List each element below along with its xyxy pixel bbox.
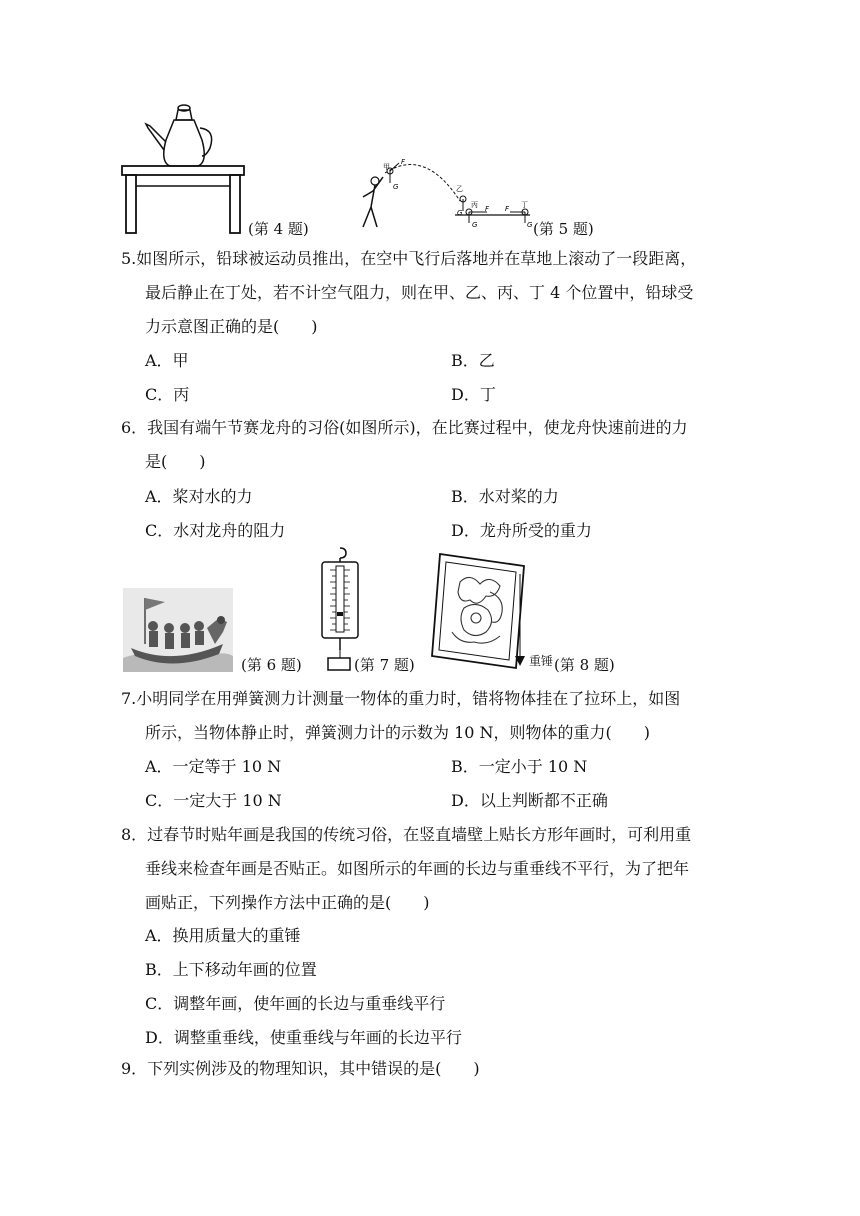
question-6-line-2: 是( ) (145, 452, 206, 471)
question-7-line-1: 7.小明同学在用弹簧测力计测量一物体的重力时，错将物体挂在了拉环上，如图 (121, 689, 681, 708)
figure-5-caption: (第 5 题) (533, 220, 594, 238)
question-5 (121, 242, 741, 344)
question-8-line-1: 8．过春节时贴年画是我国的传统习俗，在竖直墙壁上贴长方形年画时，可利用重 (121, 825, 692, 844)
label-ding: 丁 (521, 201, 528, 209)
question-8-line-3: 画贴正，下列操作方法中正确的是( ) (145, 893, 430, 912)
shot-put-trajectory-figure (345, 155, 535, 235)
label-g2: G (457, 209, 463, 217)
new-year-picture-figure (430, 552, 528, 670)
label-g4: G (527, 221, 533, 229)
question-7-option-d[interactable]: D．以上判断都不正确 (451, 791, 608, 810)
question-9 (121, 1052, 741, 1086)
question-6-option-b[interactable]: B．水对桨的力 (451, 487, 559, 506)
label-yi: 乙 (456, 185, 463, 193)
dragon-boat-figure (123, 588, 233, 672)
question-8-option-a[interactable]: A．换用质量大的重锤 (145, 926, 301, 945)
question-7 (121, 682, 741, 750)
label-bing: 丙 (471, 201, 478, 209)
question-6-line-1: 6．我国有端午节赛龙舟的习俗(如图所示)，在比赛过程中，使龙舟快速前进的力 (121, 418, 688, 437)
question-5-option-c[interactable]: C．丙 (145, 385, 190, 404)
label-f2: F (485, 205, 490, 213)
question-5-line-3: 力示意图正确的是( ) (145, 317, 318, 336)
question-5-option-b[interactable]: B．乙 (451, 351, 495, 370)
question-6-option-c[interactable]: C．水对龙舟的阻力 (145, 521, 286, 540)
question-8-option-c[interactable]: C．调整年画，使年画的长边与重垂线平行 (145, 994, 446, 1013)
question-6-option-d[interactable]: D．龙舟所受的重力 (451, 521, 592, 540)
question-7-option-b[interactable]: B．一定小于 10 N (451, 757, 588, 776)
figure-6-caption: (第 6 题) (241, 656, 302, 674)
kettle-on-table-figure (118, 100, 248, 235)
label-f1: F (401, 158, 406, 166)
question-7-option-a[interactable]: A．一定等于 10 N (145, 757, 282, 776)
question-8-line-2: 垂线来检查年画是否贴正。如图所示的年画的长边与重垂线不平行，为了把年 (145, 859, 690, 878)
figure-8-caption: (第 8 题) (554, 656, 615, 674)
question-8 (121, 818, 741, 920)
question-9-line-1: 9．下列实例涉及的物理知识，其中错误的是( ) (121, 1059, 480, 1078)
label-jia: 甲 (383, 163, 390, 171)
question-5-option-a[interactable]: A．甲 (145, 351, 189, 370)
question-8-option-b[interactable]: B．上下移动年画的位置 (145, 960, 317, 979)
question-6-option-a[interactable]: A．桨对水的力 (145, 487, 253, 506)
figure-7-caption: (第 7 题) (354, 656, 415, 674)
question-8-option-d[interactable]: D．调整重垂线，使重垂线与年画的长边平行 (145, 1028, 462, 1047)
figure-4-caption: (第 4 题) (248, 220, 309, 238)
question-5-option-d[interactable]: D．丁 (451, 385, 496, 404)
label-g3: G (472, 221, 478, 229)
question-5-line-2: 最后静止在丁处，若不计空气阻力，则在甲、乙、丙、丁 4 个位置中，铅球受 (145, 283, 694, 302)
figure-8-weight-label: 重锤 (529, 654, 554, 668)
question-6 (121, 411, 741, 479)
label-g1: G (393, 183, 399, 191)
question-7-line-2: 所示，当物体静止时，弹簧测力计的示数为 10 N，则物体的重力( ) (145, 723, 651, 742)
label-f3: F (505, 205, 510, 213)
question-5-line-1: 5.如图所示，铅球被运动员推出，在空中飞行后落地并在草地上滚动了一段距离， (121, 249, 697, 268)
question-7-option-c[interactable]: C．一定大于 10 N (145, 791, 282, 810)
